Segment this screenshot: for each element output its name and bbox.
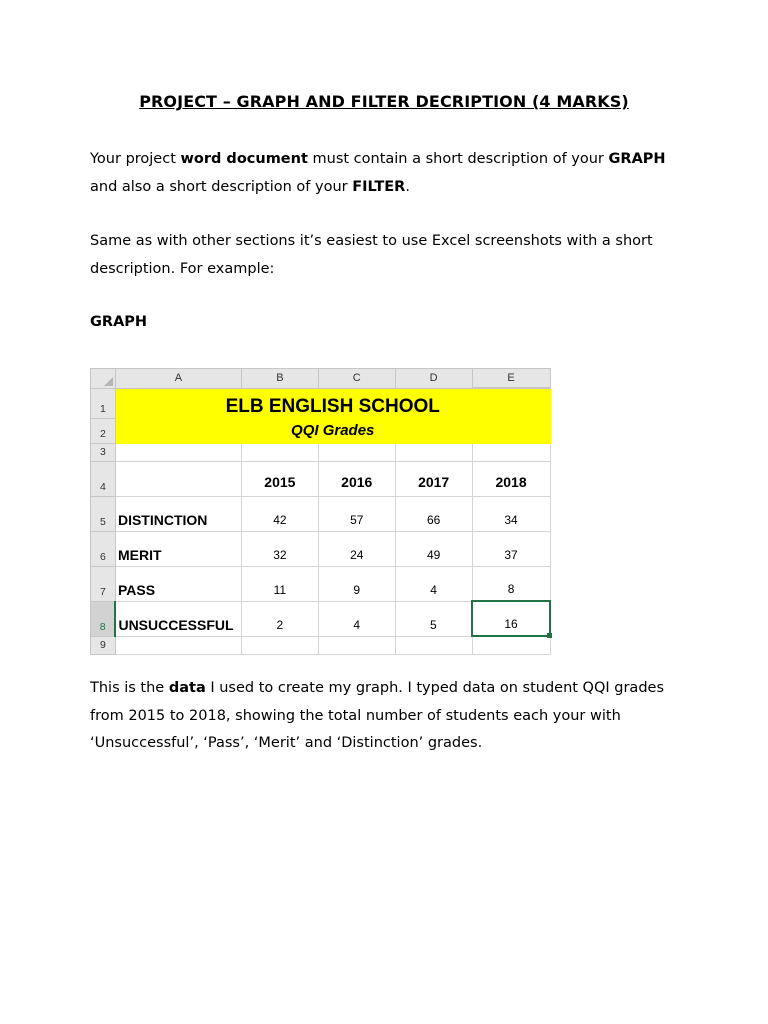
excel-screenshot bbox=[90, 368, 551, 651]
column-header: B bbox=[241, 369, 318, 389]
grade-label-cell: UNSUCCESSFUL bbox=[115, 601, 241, 636]
row-header: 9 bbox=[91, 636, 116, 654]
value-cell: 4 bbox=[395, 566, 472, 601]
empty-cell bbox=[318, 636, 395, 654]
grade-label-cell: MERIT bbox=[115, 531, 241, 566]
year-header-cell: 2015 bbox=[241, 461, 318, 496]
row-header-selected: 8 bbox=[91, 601, 116, 636]
value-cell: 49 bbox=[395, 531, 472, 566]
value-cell: 5 bbox=[395, 601, 472, 636]
sheet-row bbox=[91, 418, 551, 443]
selected-cell[interactable]: 16 bbox=[472, 601, 550, 636]
column-header: C bbox=[318, 369, 395, 389]
grade-label-cell: PASS bbox=[115, 566, 241, 601]
intro-text-1: Your project bbox=[90, 151, 181, 167]
intro-text-3: and also a short description of your bbox=[90, 178, 353, 195]
column-header: D bbox=[395, 369, 472, 389]
year-header-cell: 2018 bbox=[472, 461, 550, 496]
sheet-row bbox=[91, 531, 551, 566]
empty-cell bbox=[318, 443, 395, 461]
instruction-paragraph: Same as with other sections it’s easiest to use Excel screenshots with a short description. For example: bbox=[90, 233, 653, 277]
select-all-corner bbox=[91, 369, 116, 389]
value-cell: 42 bbox=[241, 496, 318, 531]
graph-heading: GRAPH bbox=[90, 314, 148, 330]
description-text-1: This is the bbox=[90, 680, 169, 696]
row-header: 6 bbox=[91, 531, 116, 566]
row-header: 7 bbox=[91, 566, 116, 601]
row-header: 1 bbox=[91, 388, 116, 418]
column-header-row bbox=[91, 369, 551, 389]
column-header: A bbox=[115, 369, 241, 389]
grade-label-cell: DISTINCTION bbox=[115, 496, 241, 531]
sheet-row bbox=[91, 443, 551, 461]
value-cell: 8 bbox=[472, 566, 550, 601]
school-title-cell: ELB ENGLISH SCHOOL bbox=[115, 388, 550, 418]
intro-text-4: . bbox=[405, 178, 410, 195]
intro-bold-graph: GRAPH bbox=[608, 151, 666, 167]
value-cell: 4 bbox=[318, 601, 395, 636]
value-cell: 34 bbox=[472, 496, 550, 531]
sheet-row bbox=[91, 636, 551, 654]
empty-cell bbox=[472, 636, 550, 654]
intro-text-2: must contain a short description of your bbox=[307, 151, 609, 167]
value-cell: 24 bbox=[318, 531, 395, 566]
intro-bold-filter: FILTER bbox=[352, 178, 406, 195]
description-text-2: I used to create my graph. I typed data on student QQI grades from 2015 to 2018, showing the total number of students each your with ‘Unsuccessful’, ‘Pass’, ‘Merit’ and ‘Distinction’ grades. bbox=[90, 680, 664, 751]
intro-bold-word-document: word document bbox=[180, 151, 308, 167]
value-cell: 2 bbox=[241, 601, 318, 636]
description-bold-data: data bbox=[168, 680, 206, 696]
row-header: 2 bbox=[91, 418, 116, 443]
sheet-row bbox=[91, 566, 551, 601]
sheet-row bbox=[91, 388, 551, 418]
description-paragraph bbox=[90, 675, 690, 758]
value-cell: 37 bbox=[472, 531, 550, 566]
intro-paragraph bbox=[90, 146, 690, 201]
empty-cell bbox=[395, 636, 472, 654]
column-header-selected: E bbox=[472, 369, 550, 389]
empty-cell bbox=[241, 636, 318, 654]
value-cell: 57 bbox=[318, 496, 395, 531]
row-header: 3 bbox=[91, 443, 116, 461]
spreadsheet-grid bbox=[90, 368, 551, 655]
value-cell: 66 bbox=[395, 496, 472, 531]
empty-cell bbox=[115, 461, 241, 496]
value-cell: 32 bbox=[241, 531, 318, 566]
subtitle-cell: QQI Grades bbox=[115, 418, 550, 443]
empty-cell bbox=[395, 443, 472, 461]
empty-cell bbox=[241, 443, 318, 461]
empty-cell bbox=[115, 443, 241, 461]
row-header: 5 bbox=[91, 496, 116, 531]
sheet-row bbox=[91, 461, 551, 496]
value-cell: 11 bbox=[241, 566, 318, 601]
empty-cell bbox=[115, 636, 241, 654]
year-header-cell: 2016 bbox=[318, 461, 395, 496]
value-cell: 9 bbox=[318, 566, 395, 601]
empty-cell bbox=[472, 443, 550, 461]
row-header: 4 bbox=[91, 461, 116, 496]
year-header-cell: 2017 bbox=[395, 461, 472, 496]
sheet-row bbox=[91, 496, 551, 531]
page-title: PROJECT – GRAPH AND FILTER DECRIPTION (4 MARKS) bbox=[139, 92, 629, 111]
sheet-row bbox=[91, 601, 551, 636]
